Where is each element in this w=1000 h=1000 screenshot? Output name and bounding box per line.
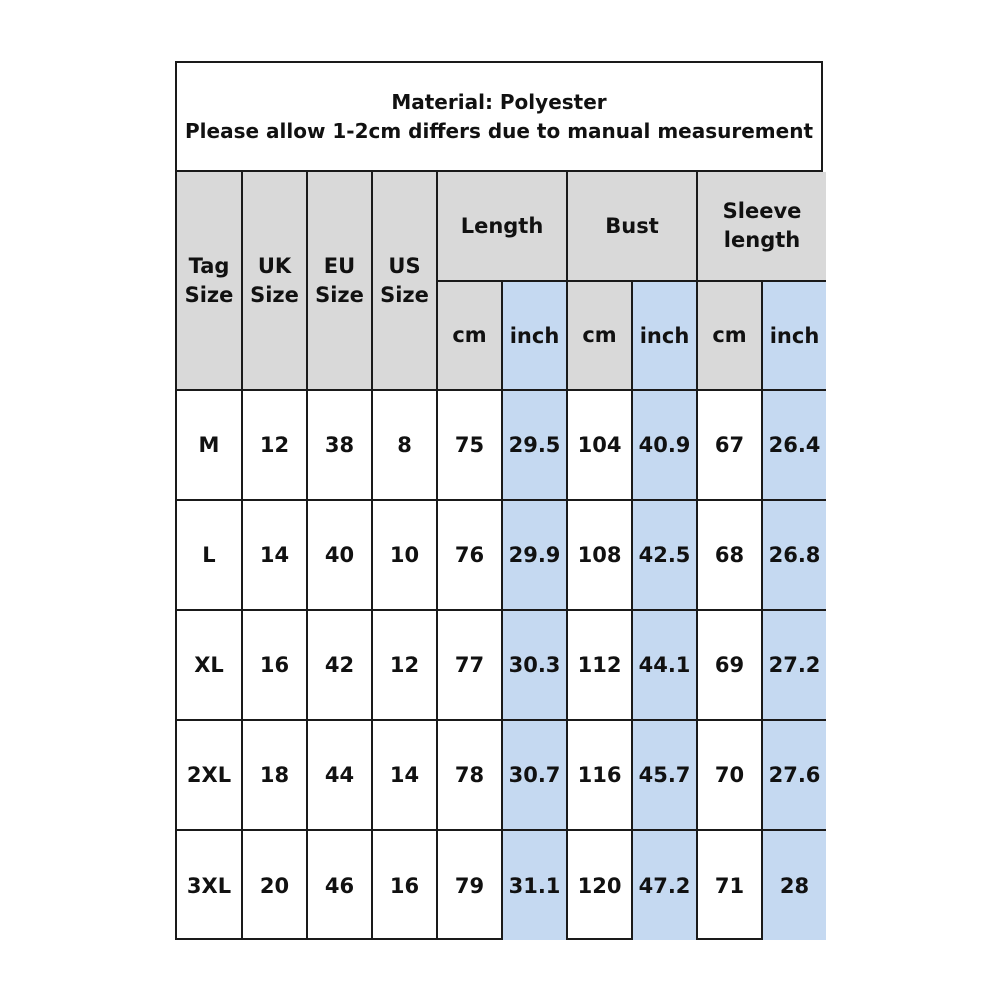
measurement-note: Please allow 1-2cm differs due to manual measurement	[185, 118, 813, 143]
cell-us-size: 16	[372, 830, 437, 940]
cell-sleeve-cm: 68	[697, 500, 762, 610]
header-row-top	[177, 172, 826, 281]
cell-us-size: 10	[372, 500, 437, 610]
cell-uk-size: 14	[242, 500, 307, 610]
cell-us-size: 14	[372, 720, 437, 830]
cell-sleeve-inch: 27.6	[762, 720, 826, 830]
cell-bust-inch: 42.5	[632, 500, 697, 610]
table-row	[177, 500, 826, 610]
cell-sleeve-cm: 70	[697, 720, 762, 830]
cell-uk-size: 16	[242, 610, 307, 720]
size-table	[177, 172, 826, 940]
col-header-eu-size: EU Size	[307, 172, 372, 390]
cell-sleeve-cm: 69	[697, 610, 762, 720]
col-header-length: Length	[437, 172, 567, 281]
cell-uk-size: 18	[242, 720, 307, 830]
cell-bust-inch: 45.7	[632, 720, 697, 830]
cell-sleeve-inch: 27.2	[762, 610, 826, 720]
cell-length-inch: 29.5	[502, 390, 567, 500]
table-row	[177, 830, 826, 940]
cell-eu-size: 44	[307, 720, 372, 830]
col-header-us-size: US Size	[372, 172, 437, 390]
cell-eu-size: 38	[307, 390, 372, 500]
cell-length-inch: 30.3	[502, 610, 567, 720]
cell-length-cm: 75	[437, 390, 502, 500]
col-header-sleeve-length: Sleeve length	[697, 172, 826, 281]
cell-bust-inch: 40.9	[632, 390, 697, 500]
cell-bust-cm: 112	[567, 610, 632, 720]
cell-length-cm: 78	[437, 720, 502, 830]
table-row	[177, 610, 826, 720]
cell-sleeve-cm: 67	[697, 390, 762, 500]
size-chart	[175, 61, 823, 940]
cell-uk-size: 20	[242, 830, 307, 940]
unit-bust-inch: inch	[632, 281, 697, 390]
cell-tag-size: 2XL	[177, 720, 242, 830]
cell-length-inch: 31.1	[502, 830, 567, 940]
unit-sleeve-inch: inch	[762, 281, 826, 390]
cell-bust-cm: 108	[567, 500, 632, 610]
table-row	[177, 720, 826, 830]
cell-tag-size: L	[177, 500, 242, 610]
unit-length-inch: inch	[502, 281, 567, 390]
cell-length-cm: 77	[437, 610, 502, 720]
cell-sleeve-inch: 28	[762, 830, 826, 940]
table-row	[177, 390, 826, 500]
cell-us-size: 8	[372, 390, 437, 500]
cell-sleeve-inch: 26.4	[762, 390, 826, 500]
cell-uk-size: 12	[242, 390, 307, 500]
unit-bust-cm: cm	[567, 281, 632, 390]
col-header-tag-size: Tag Size	[177, 172, 242, 390]
cell-length-cm: 79	[437, 830, 502, 940]
cell-bust-cm: 120	[567, 830, 632, 940]
cell-bust-inch: 47.2	[632, 830, 697, 940]
cell-length-inch: 30.7	[502, 720, 567, 830]
chart-header	[177, 63, 821, 172]
cell-us-size: 12	[372, 610, 437, 720]
cell-sleeve-inch: 26.8	[762, 500, 826, 610]
cell-tag-size: XL	[177, 610, 242, 720]
cell-sleeve-cm: 71	[697, 830, 762, 940]
material-text: Material: Polyester	[391, 89, 607, 114]
unit-sleeve-cm: cm	[697, 281, 762, 390]
cell-length-inch: 29.9	[502, 500, 567, 610]
cell-bust-cm: 104	[567, 390, 632, 500]
cell-bust-cm: 116	[567, 720, 632, 830]
col-header-bust: Bust	[567, 172, 697, 281]
cell-eu-size: 40	[307, 500, 372, 610]
cell-bust-inch: 44.1	[632, 610, 697, 720]
col-header-uk-size: UK Size	[242, 172, 307, 390]
unit-length-cm: cm	[437, 281, 502, 390]
cell-eu-size: 42	[307, 610, 372, 720]
cell-tag-size: 3XL	[177, 830, 242, 940]
cell-length-cm: 76	[437, 500, 502, 610]
cell-eu-size: 46	[307, 830, 372, 940]
cell-tag-size: M	[177, 390, 242, 500]
